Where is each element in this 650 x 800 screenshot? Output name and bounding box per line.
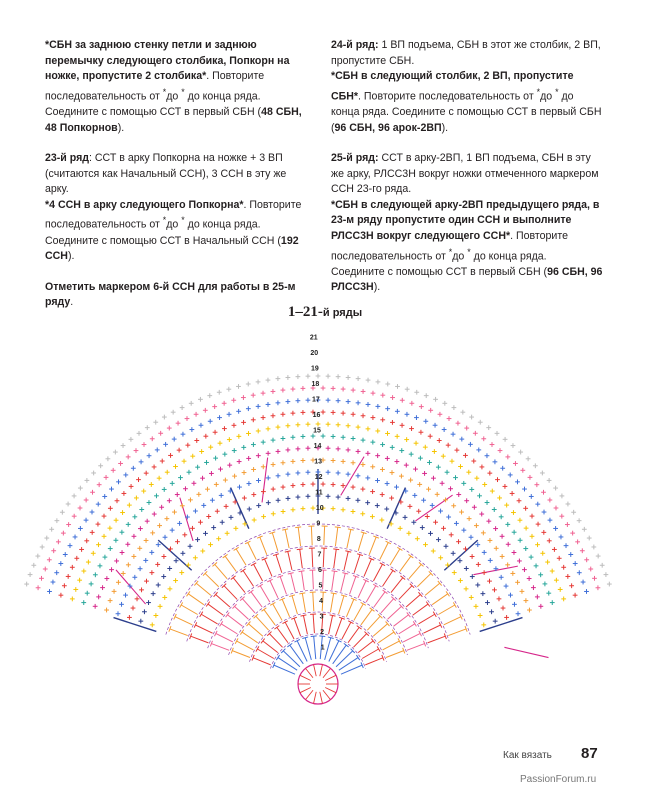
stitch-mark: [390, 569, 395, 572]
stitch-mark: [243, 570, 253, 586]
stitch-mark: [237, 641, 254, 650]
stitch-mark: [341, 573, 346, 591]
stitch-mark: [361, 610, 372, 625]
stitch-mark: [380, 542, 388, 559]
stitch-mark: [242, 599, 255, 613]
stitch-mark: [373, 564, 382, 581]
stitch-mark: [299, 571, 305, 572]
stitch-mark: [324, 526, 325, 545]
stitch-mark: [323, 690, 330, 699]
stitch-mark: [314, 636, 316, 659]
stitch-mark: [373, 584, 378, 587]
stitch-mark: [285, 622, 294, 639]
stitch-mark: [366, 586, 376, 602]
instruction-text: до: [166, 90, 182, 103]
instruction-text: до: [540, 90, 556, 103]
row-number-label: 9: [316, 520, 321, 528]
stitch-mark: [369, 537, 376, 555]
stitch-mark: [399, 624, 415, 634]
stitch-mark: [285, 529, 289, 548]
stitch-mark: [273, 604, 282, 621]
stitch-mark: [264, 610, 275, 625]
row-number-label: 15: [313, 427, 321, 435]
stitch-mark: [413, 604, 428, 615]
stitch-mark: [242, 632, 258, 643]
asterisk: *: [448, 246, 453, 257]
stitch-mark: [342, 622, 351, 639]
stitch-mark: [382, 570, 392, 586]
row-number-label: 4: [319, 598, 323, 606]
row-label: 23-й ряд: [45, 152, 90, 165]
stitch-mark: [428, 636, 446, 643]
stitch-mark: [306, 690, 313, 699]
stitch-mark: [312, 570, 313, 589]
stitch-mark: [299, 593, 305, 594]
instruction-text: ).: [67, 250, 75, 263]
stitch-mark: [348, 529, 354, 530]
asterisk: *: [536, 86, 541, 97]
stitch-mark: [399, 586, 412, 600]
stitch-mark: [297, 549, 303, 550]
stitch-mark: [301, 615, 307, 616]
chain-arc: [270, 634, 365, 669]
chain-arc: [208, 568, 429, 648]
stitch-mark: [248, 624, 262, 636]
stitch-mark: [407, 644, 425, 651]
instruction-text: ).: [373, 281, 381, 294]
stitch-mark: [300, 687, 311, 692]
stitch-mark: [358, 641, 373, 653]
diagram-title: [0, 304, 650, 321]
stitch-mark: [256, 616, 269, 630]
chain-arc: [250, 612, 387, 662]
stitch-mark: [373, 624, 387, 636]
connector-line: [262, 458, 268, 503]
row-number-label: 20: [310, 350, 319, 358]
instruction-text: ССТ в арку-2ВП, 1 ВП подъема, СБН в эту же арку, РЛСС3Н вокруг ножки отмеченного маркером ССН 23-го ряда.: [331, 152, 599, 196]
page-number: 87: [581, 745, 598, 762]
row-number-label: 13: [314, 458, 322, 466]
stitch-mark: [191, 636, 209, 643]
stitch-mark: [261, 608, 266, 612]
watermark: PassionForum.ru: [520, 774, 597, 785]
stitch-mark: [364, 559, 371, 576]
stitch-mark: [388, 606, 402, 619]
stitch-mark: [332, 571, 338, 572]
stitch-mark: [260, 537, 267, 555]
stitch-mark: [302, 593, 305, 612]
pattern-repeat-bold: *СБН в следующей арку-2ВП предыдущего ряда, в 23-м ряду пропустите один ССН и выполните РЛСС3Н вокруг следующего ССН*: [331, 198, 600, 243]
stitch-mark: [295, 527, 301, 528]
stitch-mark: [282, 529, 288, 530]
paragraph-row-25: [331, 151, 603, 296]
stitch-mark: [248, 542, 256, 559]
row-number-label: 6: [317, 567, 322, 575]
stitch-mark: [276, 555, 282, 573]
stitch-mark: [272, 533, 277, 551]
row-number-label: 14: [313, 443, 322, 451]
stitch-mark: [181, 605, 197, 615]
instruction-text: до конца ряда. Соедините с помощью ССТ в Начальный ССН (: [45, 219, 281, 247]
row-number-label: 19: [310, 365, 319, 373]
stitch-mark: [280, 576, 286, 594]
stitch-mark: [367, 616, 380, 630]
instruction-text: до конца ряда. Соедините с помощью ССТ в первый СБН (: [331, 250, 548, 278]
stitch-mark: [423, 625, 440, 633]
stitch-mark: [276, 655, 279, 660]
stitch-mark: [311, 526, 312, 545]
stitch-mark: [300, 675, 311, 680]
row-number-label: 7: [317, 551, 322, 559]
stitch-mark: [344, 643, 349, 647]
row-number-label: 18: [311, 381, 320, 389]
stitch-mark: [294, 618, 300, 636]
stitch-mark: [335, 527, 341, 528]
stitch-mark: [233, 578, 245, 593]
stitch-mark: [314, 692, 317, 704]
pattern-repeat-bold: *СБН в следующий столбик, 2 ВП, пропустите СБН*: [331, 70, 574, 103]
stitch-mark: [223, 554, 228, 558]
stitch-mark: [336, 651, 353, 667]
stitch-mark: [386, 651, 404, 658]
instruction-text: . Повторите последовательность от: [358, 90, 537, 103]
stitch-mark: [339, 596, 344, 614]
stitch-mark: [291, 573, 296, 591]
instruction-text: : ССТ в арку Попкорна на ножке + 3 ВП (считаются как Начальный ССН), 3 ССН в эту же арку.: [45, 152, 287, 196]
diagram-title-suffix: й ряды: [322, 307, 363, 319]
stitch-mark: [320, 692, 323, 704]
stitch-mark: [236, 549, 246, 565]
stitch-mark: [381, 599, 394, 613]
stitch-mark: [335, 618, 341, 636]
stitch-mark: [345, 551, 351, 552]
stitch-mark: [438, 605, 454, 615]
chain-arc: [229, 590, 408, 655]
stitch-mark: [391, 578, 403, 593]
stitch-mark: [344, 551, 348, 570]
stitch-mark: [288, 573, 294, 574]
stitch-mark: [390, 549, 400, 565]
stitch-mark: [392, 630, 395, 635]
row-number-label: 21: [309, 334, 318, 342]
footer-section-name: Как вязать: [503, 750, 552, 761]
paragraph-row-24: [331, 38, 603, 136]
instruction-text: . Повторите последовательность от: [331, 230, 568, 263]
row-number-label: 16: [312, 412, 321, 420]
stitch-mark: [254, 564, 263, 581]
stitch-mark: [298, 527, 300, 546]
stitch-mark: [329, 616, 333, 635]
stitch-mark: [292, 596, 297, 614]
stitch-mark: [180, 602, 183, 607]
asterisk: *: [181, 215, 185, 226]
asterisk: *: [181, 86, 185, 97]
stitch-mark: [433, 612, 436, 617]
marker-note: Отметить маркером 6-й ССН для работы в 25-м ряду: [45, 280, 296, 309]
asterisk: *: [162, 215, 167, 226]
stitch-count: 96 СБН, 96 арок-2ВП: [334, 121, 442, 134]
stitch-mark: [220, 621, 223, 626]
stitch-mark: [330, 615, 336, 616]
stitch-mark: [354, 604, 363, 621]
stitch-mark: [257, 649, 273, 659]
instruction-text: ).: [441, 121, 449, 134]
stitch-mark: [362, 649, 378, 659]
stitch-mark: [195, 625, 212, 633]
stitch-mark: [215, 564, 227, 578]
stitch-count: 96 СБН, 96 РЛСС3Н: [331, 265, 603, 294]
stitch-mark: [325, 638, 331, 660]
stitch-mark: [285, 551, 291, 552]
row-number-label: 1: [320, 644, 325, 652]
stitch-mark: [374, 592, 385, 607]
paragraph-row-23: [45, 151, 307, 265]
diagram-title-main: 1–21-: [287, 304, 323, 320]
stitch-mark: [251, 592, 262, 607]
stitch-mark: [325, 675, 336, 680]
row-number-label: 3: [319, 613, 324, 621]
row-label: 24-й ряд:: [331, 39, 379, 51]
stitch-mark: [393, 615, 408, 627]
stitch-mark: [358, 533, 363, 551]
stitch-mark: [226, 612, 230, 617]
stitch-mark: [314, 665, 317, 677]
stitch-mark: [333, 645, 347, 664]
stitch-mark: [400, 556, 411, 571]
stitch-mark: [205, 573, 219, 586]
stitch-mark: [216, 633, 233, 641]
stitch-mark: [353, 634, 366, 648]
stitch-mark: [288, 551, 292, 570]
stitch-mark: [188, 594, 204, 605]
stitch-mark: [335, 527, 337, 546]
stitch-mark: [378, 632, 394, 643]
pattern-repeat-bold: *СБН за заднюю стенку петли и заднюю перемычку следующего столбика, Попкорн на ножке, пропустите 2 столбика*: [45, 39, 290, 83]
stitch-mark: [270, 581, 278, 598]
stitch-mark: [312, 548, 313, 567]
stitch-mark: [325, 687, 336, 692]
instruction-text: 1 ВП подъема, СБН в этот же столбик, 2 ВП, пропустите СБН.: [331, 39, 601, 67]
stitch-mark: [201, 614, 217, 624]
stitch-mark: [331, 593, 337, 594]
stitch-mark: [235, 606, 249, 619]
instruction-text: .: [70, 296, 74, 309]
stitch-mark: [383, 641, 400, 650]
stitch-mark: [175, 617, 192, 625]
paragraph-row-22-end: [45, 38, 307, 136]
stitch-mark: [354, 555, 360, 573]
row-number-label: 11: [315, 489, 323, 497]
row-number-label: 2: [320, 629, 325, 637]
asterisk: *: [467, 246, 471, 257]
stitch-mark: [269, 634, 282, 648]
instruction-text: до: [452, 250, 468, 263]
stitch-mark: [302, 571, 305, 590]
stitch-mark: [208, 604, 223, 615]
asterisk: *: [555, 86, 559, 97]
stitch-mark: [417, 573, 431, 586]
stitch-mark: [297, 641, 307, 662]
stitch-mark: [332, 571, 335, 590]
stitch-mark: [330, 593, 333, 612]
stitch-mark: [425, 583, 440, 595]
stitch-mark: [346, 599, 353, 617]
stitch-mark: [418, 614, 434, 624]
stitch-mark: [265, 559, 272, 576]
stitch-count: 192 ССН: [45, 234, 299, 263]
row-number-label: 10: [315, 505, 324, 513]
stitch-mark: [409, 564, 421, 578]
stitch-mark: [300, 549, 303, 568]
connector-line: [504, 647, 548, 657]
stitch-mark: [260, 586, 270, 602]
chart-rays: [114, 457, 549, 658]
stitch-mark: [446, 591, 449, 596]
stitch-mark: [290, 645, 304, 664]
pattern-repeat-bold: *4 ССН в арку следующего Попкорна*: [45, 198, 244, 211]
stitch-mark: [448, 629, 466, 636]
connector-line: [387, 488, 405, 529]
stitch-mark: [333, 549, 339, 550]
connector-line: [231, 488, 249, 529]
stitch-mark: [313, 614, 314, 633]
crochet-chart: [0, 328, 650, 740]
instruction-text: . Повторите последовательность от: [45, 70, 265, 103]
row-number-label: 5: [318, 582, 323, 590]
row-number-label: 8: [316, 536, 321, 544]
stitch-mark: [196, 583, 211, 595]
stitch-mark: [365, 658, 383, 665]
stitch-mark: [342, 573, 348, 574]
row-number-label: 17: [312, 396, 320, 404]
stitch-mark: [303, 616, 307, 635]
stitch-mark: [206, 602, 210, 607]
stitch-mark: [348, 627, 359, 642]
connector-line: [158, 540, 191, 570]
stitch-mark: [170, 629, 188, 636]
stitch-mark: [397, 547, 402, 550]
stitch-mark: [377, 646, 380, 651]
stitch-mark: [347, 529, 351, 548]
connector-line: [116, 570, 146, 604]
stitch-mark: [383, 590, 388, 594]
stitch-mark: [311, 636, 317, 637]
asterisk: *: [162, 86, 167, 97]
stitch-mark: [282, 599, 289, 617]
stitch-mark: [224, 586, 237, 600]
stitch-mark: [329, 641, 339, 662]
stitch-mark: [320, 665, 323, 677]
chart-row-numbers: [310, 335, 325, 652]
stitch-mark: [263, 641, 278, 653]
instruction-text: . Повторите последовательность от: [45, 198, 302, 231]
instruction-text: ).: [117, 121, 125, 134]
stitch-mark: [277, 627, 288, 642]
row-label: 25-й ряд:: [331, 152, 379, 165]
stitch-mark: [305, 638, 311, 660]
stitch-mark: [274, 626, 279, 630]
instruction-text: до: [166, 219, 182, 231]
stitch-mark: [211, 644, 229, 651]
stitch-mark: [270, 602, 275, 605]
stitch-mark: [225, 556, 236, 571]
stitch-mark: [334, 549, 337, 568]
right-column: [331, 38, 603, 311]
stitch-mark: [313, 592, 314, 611]
stitch-mark: [227, 615, 242, 627]
stitch-mark: [358, 581, 366, 598]
stitch-mark: [403, 633, 420, 641]
left-column: [45, 38, 307, 326]
stitch-mark: [253, 658, 271, 665]
stitch-mark: [350, 576, 356, 594]
stitch-mark: [306, 668, 313, 677]
connector-line: [444, 540, 477, 570]
stitch-mark: [323, 548, 324, 567]
stitch-mark: [221, 624, 237, 634]
stitch-count: 48 СБН, 48 Попкорнов: [45, 105, 302, 134]
stitch-mark: [232, 651, 250, 658]
stitch-mark: [323, 668, 330, 677]
instruction-text: до конца ряда. Соедините с помощью ССТ в первый СБН (: [331, 90, 602, 134]
stitch-mark: [323, 570, 324, 589]
stitch-mark: [216, 595, 230, 608]
stitch-mark: [432, 594, 448, 605]
instruction-text: до конца ряда. Соедините с помощью ССТ в первый СБН (: [45, 90, 262, 118]
row-number-label: 12: [314, 474, 323, 482]
stitch-mark: [283, 651, 300, 667]
stitch-mark: [444, 617, 461, 625]
stitch-mark: [406, 595, 420, 608]
